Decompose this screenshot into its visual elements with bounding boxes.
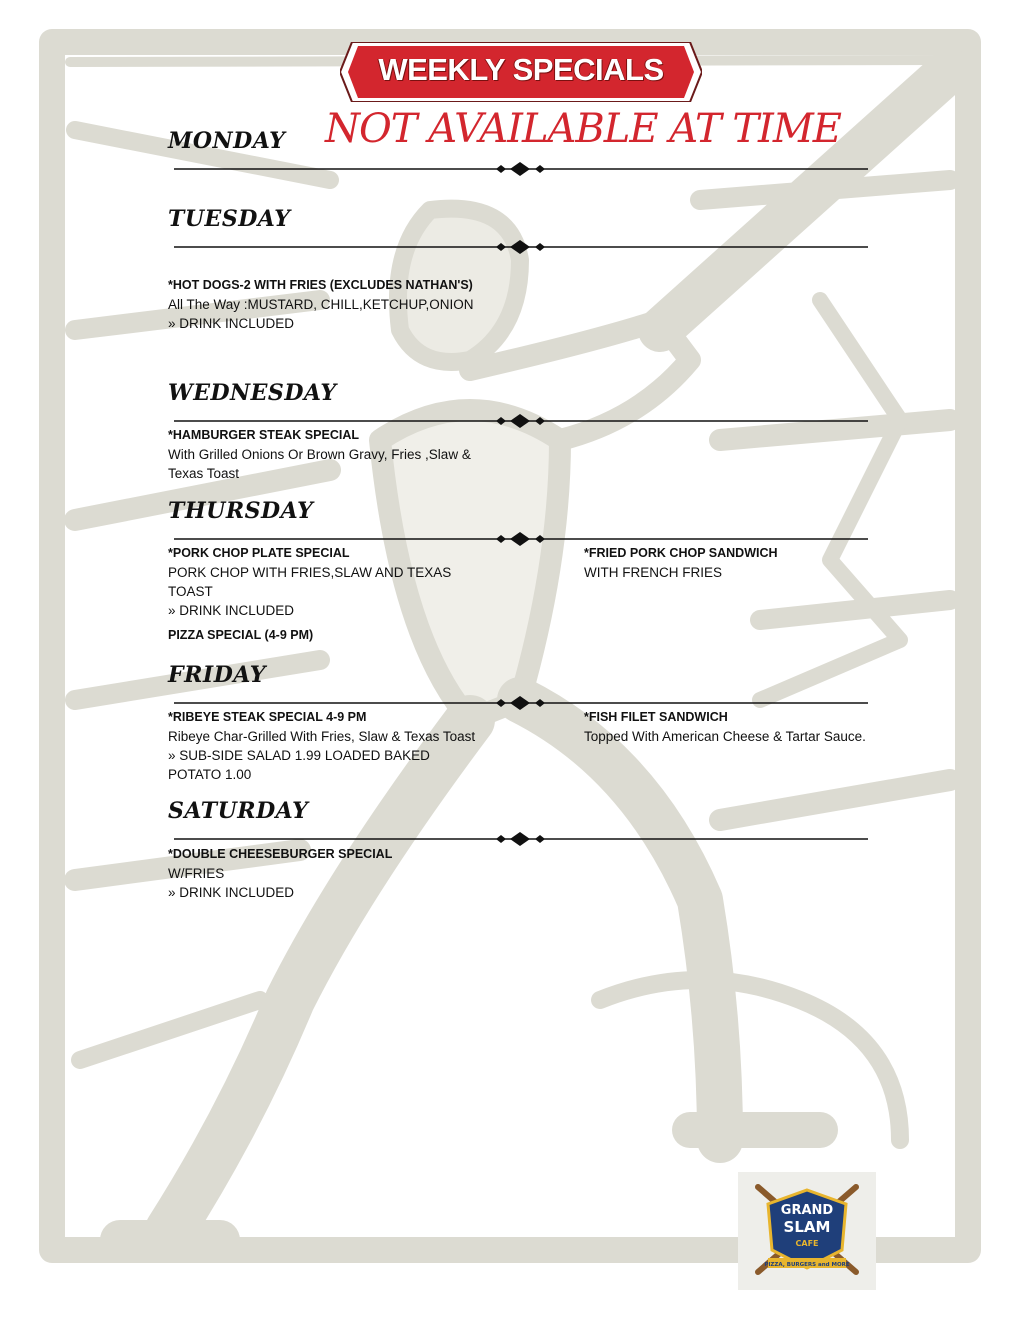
item-line: All The Way :MUSTARD, CHILL,KETCHUP,ONION: [168, 297, 474, 312]
item-title: *HAMBURGER STEAK SPECIAL: [168, 428, 359, 442]
tuesday-special: [168, 276, 474, 333]
item-title: *PORK CHOP PLATE SPECIAL: [168, 546, 350, 560]
day-thursday: THURSDAY: [168, 498, 314, 524]
item-line: » DRINK INCLUDED: [168, 885, 295, 900]
item-line: Topped With American Cheese & Tartar Sauce.: [584, 729, 866, 744]
logo-line1: GRAND: [780, 1203, 834, 1218]
logo-line2: SLAM: [783, 1218, 831, 1236]
item-line: » DRINK INCLUDED: [168, 316, 295, 331]
logo-tagline: PIZZA, BURGERS and MORE: [764, 1262, 850, 1268]
friday-special-2: [584, 708, 866, 746]
item-title: *FRIED PORK CHOP SANDWICH: [584, 546, 778, 560]
weekly-specials-title: WEEKLY SPECIALS: [378, 52, 664, 87]
item-line: PORK CHOP WITH FRIES,SLAW AND TEXAS: [168, 565, 452, 580]
item-line: POTATO 1.00: [168, 767, 252, 782]
item-line: » SUB-SIDE SALAD 1.99 LOADED BAKED: [168, 748, 430, 763]
day-friday: FRIDAY: [168, 662, 266, 688]
grand-slam-cafe-logo: [738, 1172, 876, 1290]
day-wednesday: WEDNESDAY: [168, 380, 337, 406]
divider-saturday: [174, 832, 868, 846]
item-line: With Grilled Onions Or Brown Gravy, Fries ,Slaw &: [168, 447, 471, 462]
logo-line3: CAFE: [795, 1239, 819, 1248]
item-line: W/FRIES: [168, 866, 225, 881]
item-line: WITH FRENCH FRIES: [584, 565, 722, 580]
item-title: *FISH FILET SANDWICH: [584, 710, 728, 724]
thursday-special-2: [584, 544, 778, 582]
friday-special-1: [168, 708, 475, 784]
divider-tuesday: [174, 240, 868, 254]
not-available-notice: NOT AVAILABLE AT TIME: [325, 106, 841, 152]
day-saturday: SATURDAY: [168, 798, 309, 824]
logo-emblem: [738, 1172, 876, 1290]
wednesday-special: [168, 426, 471, 483]
item-title: *RIBEYE STEAK SPECIAL 4-9 PM: [168, 710, 367, 724]
item-title: *DOUBLE CHEESEBURGER SPECIAL: [168, 847, 393, 861]
item-line: Texas Toast: [168, 466, 240, 481]
item-line: » DRINK INCLUDED: [168, 603, 295, 618]
item-line: Ribeye Char-Grilled With Fries, Slaw & Texas Toast: [168, 729, 476, 744]
divider-monday: [174, 162, 868, 176]
thursday-special-1: [168, 544, 451, 620]
day-monday: MONDAY: [168, 128, 286, 154]
item-title: *HOT DOGS-2 WITH FRIES (EXCLUDES NATHAN'S): [168, 278, 473, 292]
item-line: TOAST: [168, 584, 213, 599]
day-tuesday: TUESDAY: [168, 206, 291, 232]
pizza-special: PIZZA SPECIAL (4-9 PM): [168, 628, 314, 642]
saturday-special: [168, 845, 392, 902]
